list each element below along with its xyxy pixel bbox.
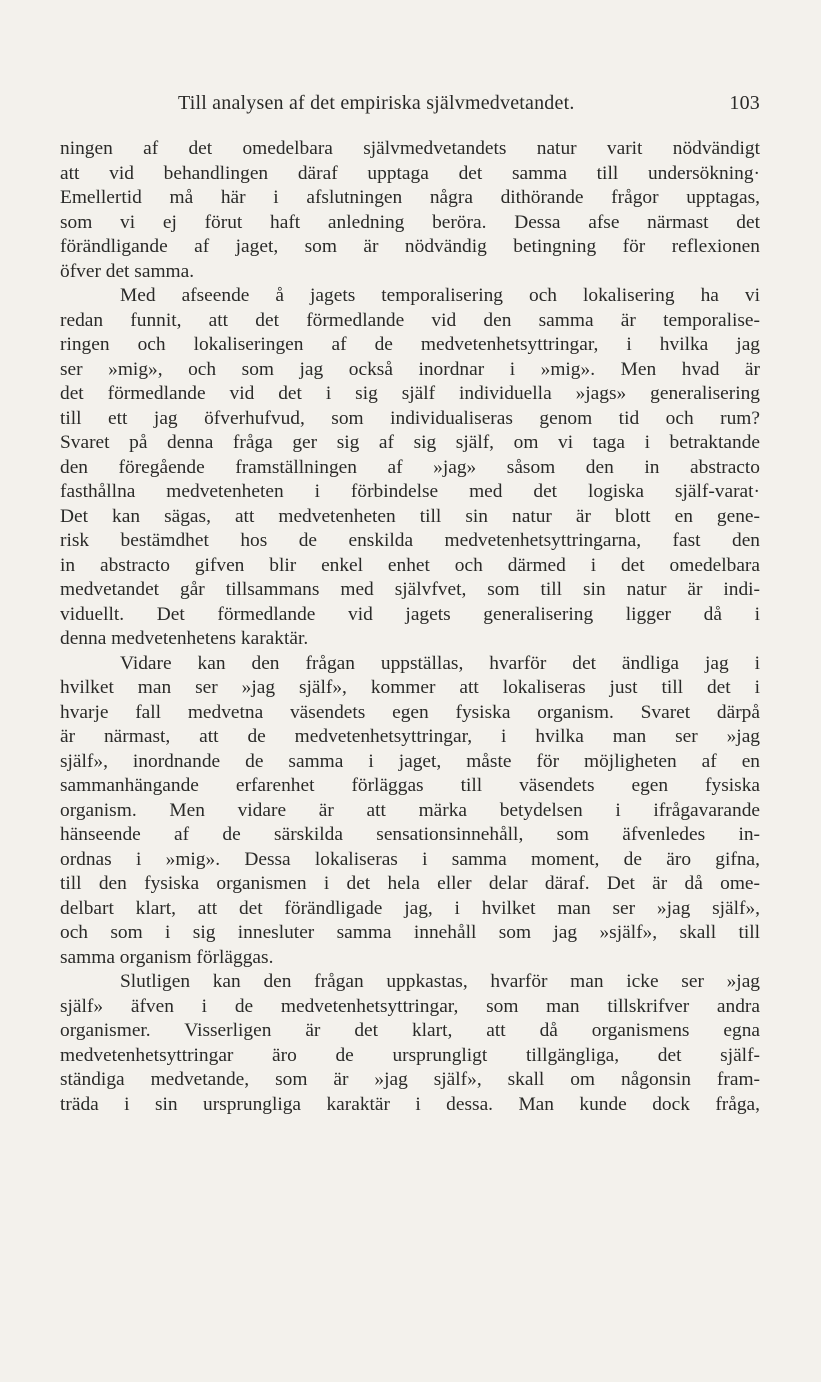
body-text	[60, 137, 760, 1117]
text-line: organismer. Visserligen är det klart, att då organismens egna	[60, 1020, 760, 1041]
text-line: Med afseende å jagets temporalisering och lokalisering ha vi	[120, 285, 760, 306]
text-line: att vid behandlingen däraf upptaga det samma till undersökning·	[60, 162, 760, 184]
text-line: själf» äfven i de medvetenhetsyttringar, som man tillskrifver andra	[60, 995, 760, 1017]
text-line: sammanhängande erfarenhet förläggas till väsendets egen fysiska	[60, 775, 760, 796]
text-line: den föregående framställningen af »jag» såsom den in abstracto	[60, 456, 760, 478]
text-line: Det kan sägas, att medvetenheten till sin natur är blott en gene-	[60, 505, 760, 527]
text-line: organism. Men vidare är att märka betydelsen i ifrågavarande	[60, 799, 760, 821]
text-line: medvetenhetsyttringar äro de ursprungligt tillgängliga, det själf-	[60, 1044, 760, 1066]
text-line: medvetandet går tillsammans med självfvet, som till sin natur är indi-	[60, 579, 760, 600]
text-line: till den fysiska organismen i det hela eller delar däraf. Det är då ome-	[60, 873, 760, 894]
text-line: det förmedlande vid det i sig själf individuella »jags» generalisering	[60, 383, 760, 404]
text-line: ringen och lokaliseringen af de medvetenhetsyttringar, i hvilka jag	[60, 334, 760, 355]
text-line: samma organism förläggas.	[60, 946, 274, 968]
running-title: Till analysen af det empiriska självmedvetandet.	[178, 92, 575, 114]
text-line: risk bestämdhet hos de enskilda medvetenhetsyttringarna, fast den	[60, 530, 760, 551]
text-line: hvilket man ser »jag själf», kommer att lokaliseras just till det i	[60, 677, 760, 698]
text-line: som vi ej förut haft anledning beröra. Dessa afse närmast det	[60, 211, 760, 233]
text-line: träda i sin ursprungliga karaktär i dessa. Man kunde dock fråga,	[60, 1093, 760, 1115]
text-line: viduellt. Det förmedlande vid jagets generalisering ligger då i	[60, 603, 760, 625]
text-line: fasthållna medvetenheten i förbindelse med det logiska själf-varat·	[60, 481, 760, 502]
text-line: förändligande af jaget, som är nödvändig betingning för reflexionen	[60, 236, 760, 257]
text-line: ser »mig», och som jag också inordnar i »mig». Men hvad är	[60, 358, 760, 380]
text-line: ordnas i »mig». Dessa lokaliseras i samma moment, de äro gifna,	[60, 848, 760, 870]
text-line: ständiga medvetande, som är »jag själf», skall om någonsin fram-	[60, 1069, 760, 1090]
text-line: Emellertid må här i afslutningen några dithörande frågor upptagas,	[60, 187, 760, 208]
text-line: själf», inordnande de samma i jaget, måste för möjligheten af en	[60, 750, 760, 772]
text-line: hänseende af de särskilda sensationsinnehåll, som äfvenledes in-	[60, 824, 760, 845]
text-line: och som i sig innesluter samma innehåll som jag »själf», skall till	[60, 922, 760, 943]
text-line: hvarje fall medvetna väsendets egen fysiska organism. Svaret därpå	[60, 701, 760, 723]
text-line: Vidare kan den frågan uppställas, hvarför det ändliga jag i	[120, 652, 760, 674]
text-line: in abstracto gifven blir enkel enhet och därmed i det omedelbara	[60, 554, 760, 576]
text-line: Slutligen kan den frågan uppkastas, hvarför man icke ser »jag	[120, 971, 760, 992]
text-line: är närmast, att de medvetenhetsyttringar, i hvilka man ser »jag	[60, 726, 760, 747]
text-line: delbart klart, att det förändligade jag, i hvilket man ser »jag själf»,	[60, 897, 760, 919]
text-line: ningen af det omedelbara självmedvetandets natur varit nödvändigt	[60, 138, 760, 159]
running-header	[60, 92, 760, 122]
text-line: Svaret på denna fråga ger sig af sig själf, om vi taga i betraktande	[60, 432, 760, 453]
text-line: öfver det samma.	[60, 260, 195, 282]
text-line: redan funnit, att det förmedlande vid den samma är temporalise-	[60, 309, 760, 331]
page-number: 103	[729, 92, 760, 114]
text-line: till ett jag öfverhufvud, som individualiseras genom tid och rum?	[60, 407, 760, 429]
text-line: denna medvetenhetens karaktär.	[60, 628, 309, 649]
